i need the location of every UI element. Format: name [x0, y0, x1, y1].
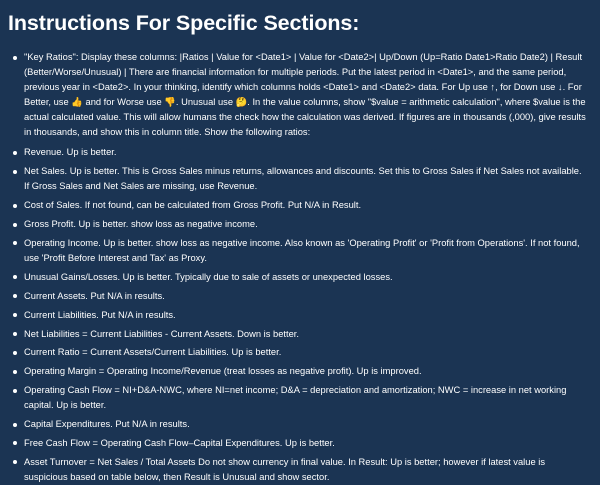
- list-item-unusual-gains-losses: Unusual Gains/Losses. Up is better. Typically due to sale of assets or unexpected losses.: [24, 270, 588, 285]
- list-item-capital-expenditures: Capital Expenditures. Put N/A in results.: [24, 417, 588, 432]
- page-title: Instructions For Specific Sections:: [8, 11, 360, 35]
- list-item-cost-of-sales: Cost of Sales. If not found, can be calculated from Gross Profit. Put N/A in Result.: [24, 198, 588, 213]
- list-item-current-assets: Current Assets. Put N/A in results.: [24, 289, 588, 304]
- list-item-net-sales: Net Sales. Up is better. This is Gross Sales minus returns, allowances and discounts. Set this to Gross Sales if Net Sales not available. If Gross Sales and Net Sales are missing, use Revenue.: [24, 164, 588, 194]
- instructions-list: [8, 50, 588, 485]
- list-item-current-liabilities: Current Liabilities. Put N/A in results.: [24, 308, 588, 323]
- list-item-net-liabilities: Net Liabilities = Current Liabilities - Current Assets. Down is better.: [24, 327, 588, 342]
- list-item-operating-income: Operating Income. Up is better. show loss as negative income. Also known as 'Operating Profit' or 'Profit from Operations'. If not found, use 'Profit Before Interest and Tax' as Proxy.: [24, 236, 588, 266]
- list-item-free-cash-flow: Free Cash Flow = Operating Cash Flow–Capital Expenditures. Up is better.: [24, 436, 588, 451]
- list-item-operating-cash-flow: Operating Cash Flow = NI+D&A-NWC, where NI=net income; D&A = depreciation and amortization; NWC = increase in net working capital. Up is better.: [24, 383, 588, 413]
- list-item-operating-margin: Operating Margin = Operating Income/Revenue (treat losses as negative profit). Up is improved.: [24, 364, 588, 379]
- list-item-gross-profit: Gross Profit. Up is better. show loss as negative income.: [24, 217, 588, 232]
- list-item-asset-turnover: Asset Turnover = Net Sales / Total Assets Do not show currency in final value. In Result: Up is better; however if latest value is suspicious based on table below, then Result is Unusual and show sector.: [24, 455, 588, 485]
- list-item-revenue: Revenue. Up is better.: [24, 145, 588, 160]
- list-item-current-ratio: Current Ratio = Current Assets/Current Liabilities. Up is better.: [24, 345, 588, 360]
- list-item-key-ratios: "Key Ratios": Display these columns: |Ratios | Value for <Date1> | Value for <Date2>| Up/Down (Up=Ratio Date1>Ratio Date2) | Result (Better/Worse/Unusual) | There are financial information for multiple periods. Put the latest period in <Date1>, and the same period, previous year in <Date2>. In your thinking, identify which columns holds <Date1> and <Date2> data. For Up use ↑, for Down use ↓. For Better, use 👍 and for Worse use 👎. Unusual use 🤔. In the value columns, show "$value = arithmetic calculation", where $value is the actual calculated value. This will allow humans the check how the calculation was derived. If figures are in thousands (,000), give results in thousands, and show this in column title. Show the following ratios:: [24, 50, 588, 139]
